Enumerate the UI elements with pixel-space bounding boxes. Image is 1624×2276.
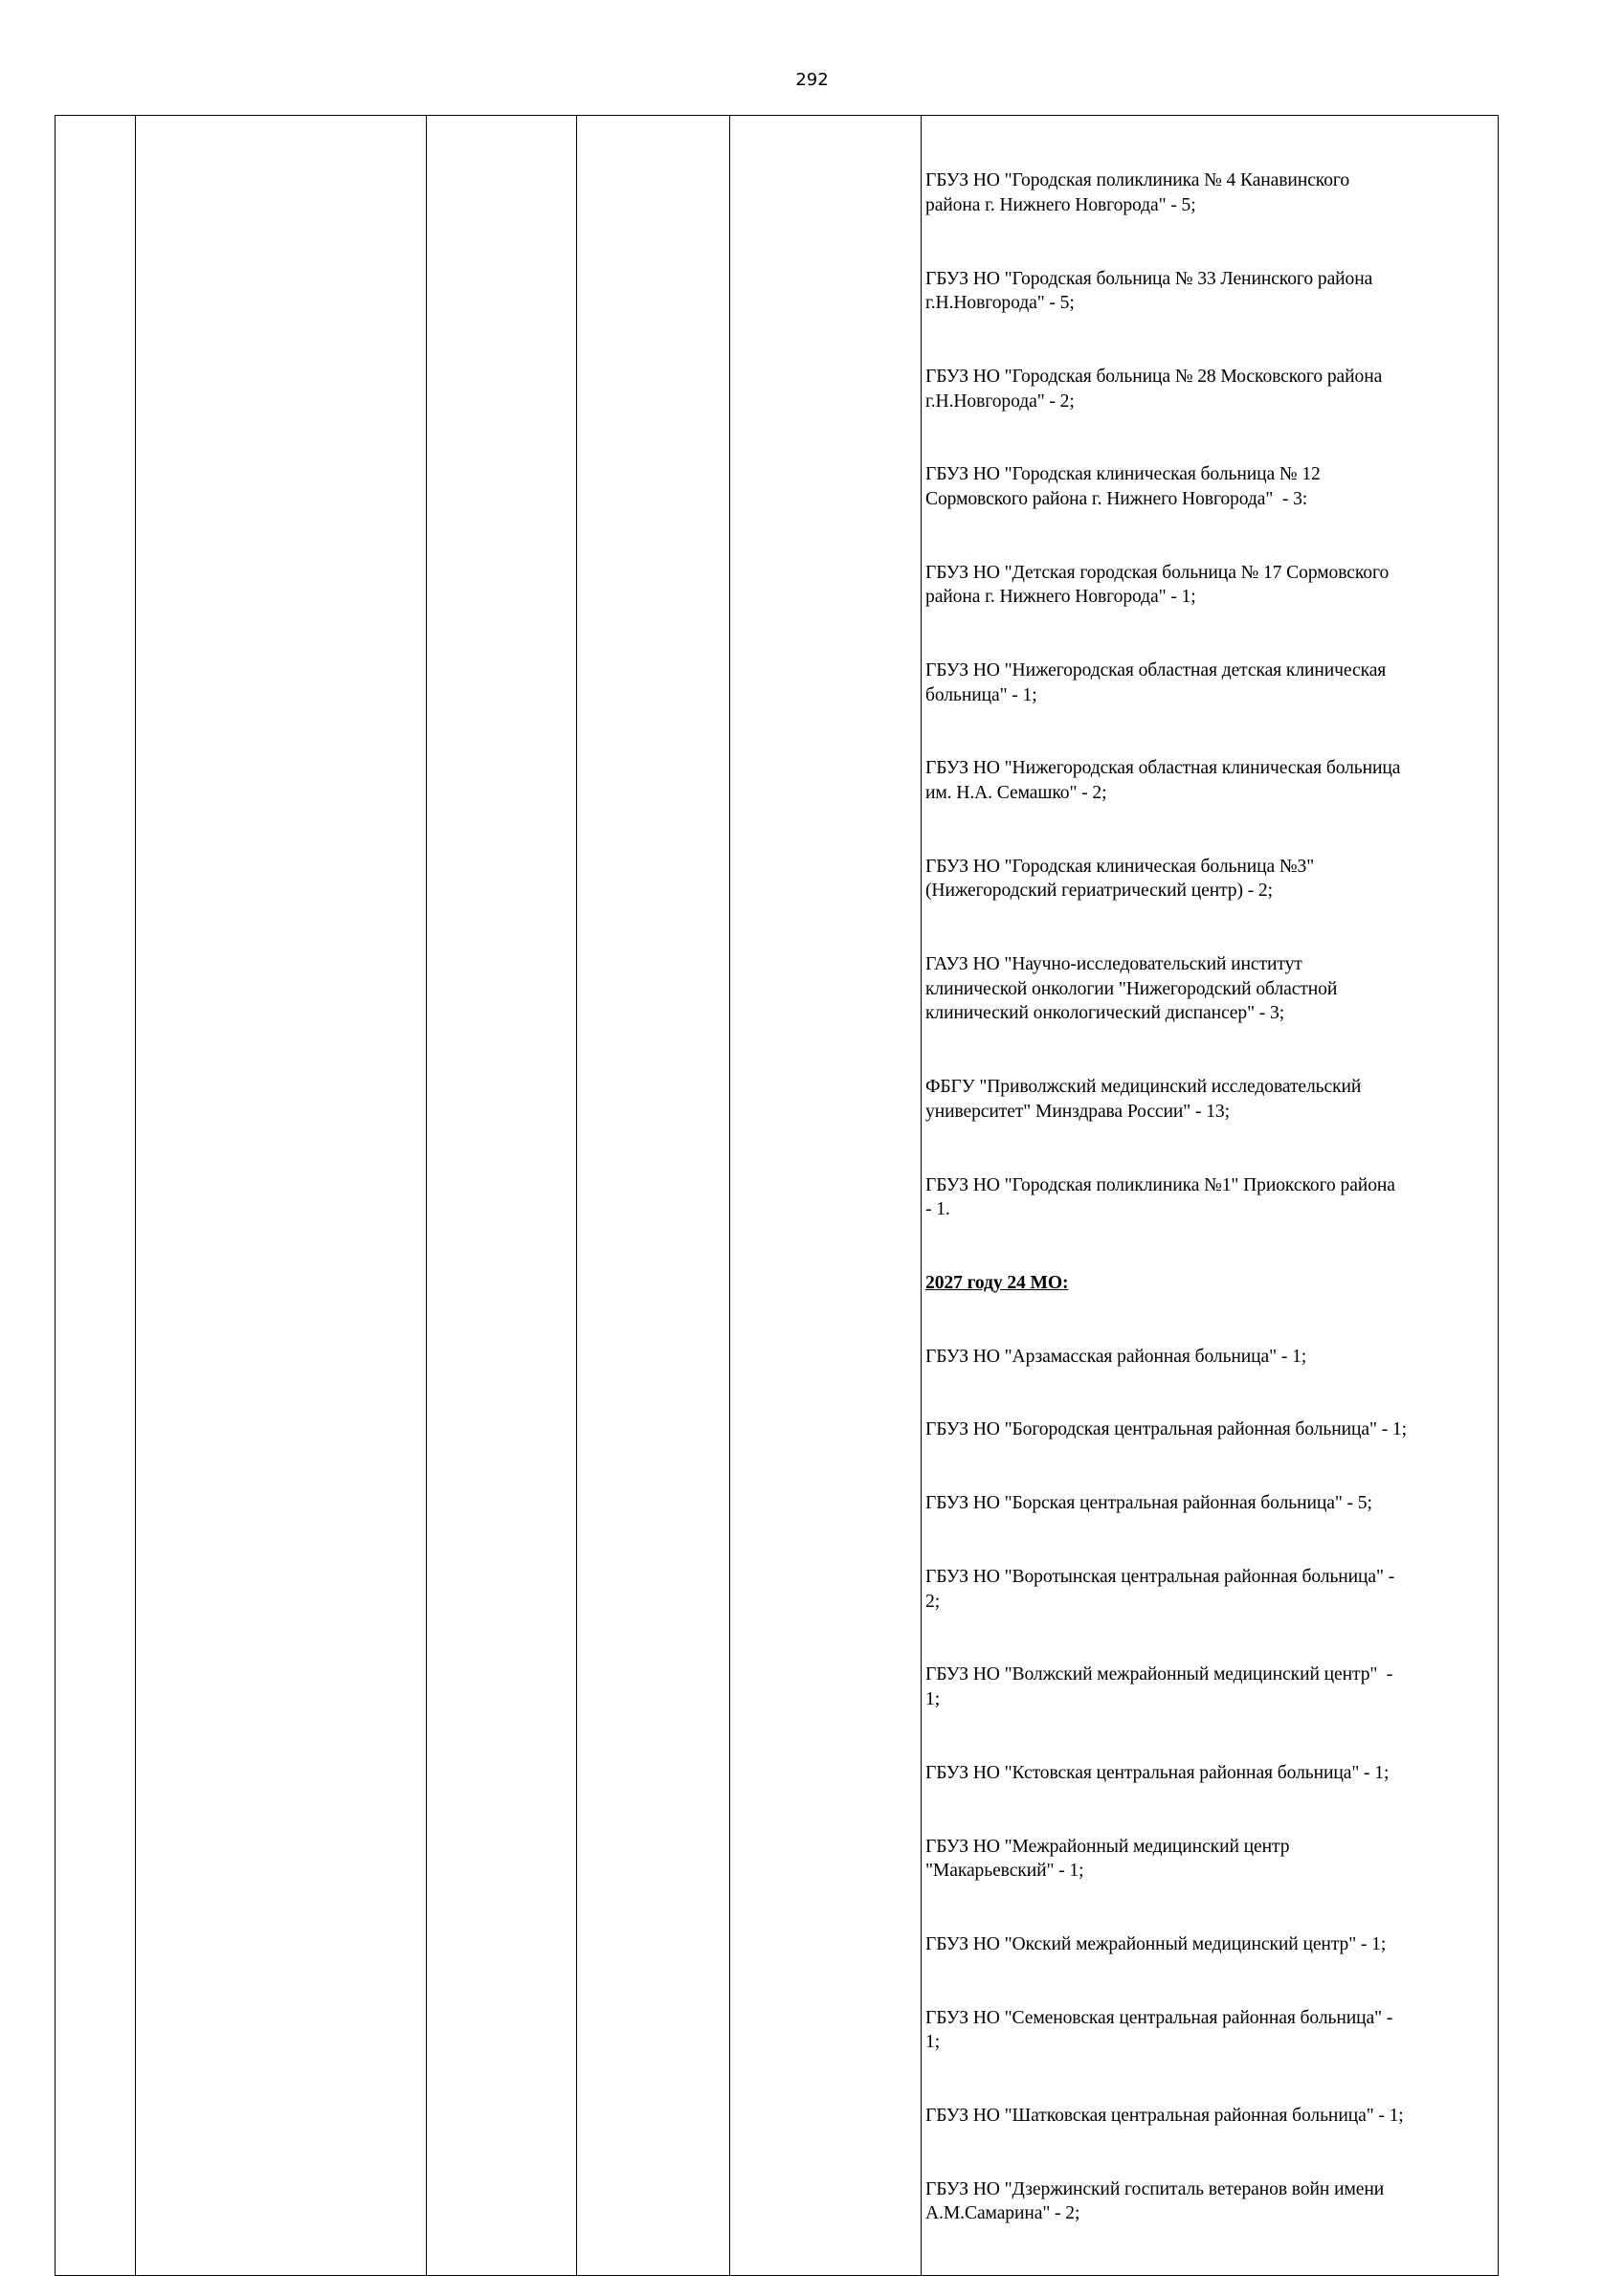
institutions-cell <box>922 116 1499 2276</box>
list-item: ГБУЗ НО "Городская клиническая больница № 12 Сормовского района г. Нижнего Новгорода" - 3: <box>925 464 1321 509</box>
data-table <box>55 115 1499 2276</box>
list-item: ГБУЗ НО "Волжский межрайонный медицинский центр" - 1; <box>925 1664 1393 1709</box>
list-item: ГБУЗ НО "Окский межрайонный медицинский центр" - 1; <box>925 1933 1387 1954</box>
list-item: ГБУЗ НО "Детская городская больница № 17 Сормовского района г. Нижнего Новгорода" - 1; <box>925 562 1390 608</box>
table-row <box>56 116 1499 2276</box>
table-cell-2 <box>136 116 427 2276</box>
institutions-list <box>922 116 1498 2275</box>
list-item: ГБУЗ НО "Городская больница № 33 Ленинского района г.Н.Новгорода" - 5; <box>925 268 1373 314</box>
year-heading: 2027 году 24 МО: <box>925 1272 1069 1293</box>
list-item: ГБУЗ НО "Борская центральная районная больница" - 5; <box>925 1493 1372 1514</box>
table-cell-3 <box>427 116 577 2276</box>
list-item: ГБУЗ НО "Городская больница № 28 Московского района г.Н.Новгорода" - 2; <box>925 366 1383 412</box>
list-item: ГБУЗ НО "Арзамасская районная больница" - 1; <box>925 1346 1307 1367</box>
table-cell-4 <box>577 116 730 2276</box>
list-item: ГБУЗ НО "Нижегородская областная детская клиническая больница" - 1; <box>925 660 1387 705</box>
list-item: ГБУЗ НО "Семеновская центральная районная больница" - 1; <box>925 2007 1393 2053</box>
list-item: ГБУЗ НО "Богородская центральная районная больница" - 1; <box>925 1419 1407 1440</box>
list-item: ГБУЗ НО "Нижегородская областная клиническая больница им. Н.А. Семашко" - 2; <box>925 758 1401 804</box>
table-cell-1 <box>56 116 136 2276</box>
list-item: ГБУЗ НО "Шатковская центральная районная больница" - 1; <box>925 2106 1404 2127</box>
list-item: ГБУЗ НО "Городская клиническая больница №3" (Нижегородский гериатрический центр) - 2; <box>925 856 1315 902</box>
list-item: ГБУЗ НО "Городская поликлиника № 4 Канавинского района г. Нижнего Новгорода" - 5; <box>925 170 1350 215</box>
list-item: ГБУЗ НО "Воротынская центральная районная больница" - 2; <box>925 1567 1395 1612</box>
list-item: ГБУЗ НО "Дзержинский госпиталь ветеранов войн имени А.М.Самарина" - 2; <box>925 2178 1385 2224</box>
list-item: ГБУЗ НО "Городская поликлиника №1" Приокского района - 1. <box>925 1174 1395 1220</box>
table-cell-5 <box>730 116 922 2276</box>
list-item: ГАУЗ НО "Научно-исследовательский институт клинической онкологии "Нижегородский областной клинический онкологический диспансер" - 3; <box>925 954 1338 1024</box>
page-number: 292 <box>795 70 829 90</box>
list-item: ФБГУ "Приволжский медицинский исследовательский университет" Минздрава России" - 13; <box>925 1077 1362 1122</box>
list-item: ГБУЗ НО "Кстовская центральная районная больница" - 1; <box>925 1762 1390 1783</box>
list-item: ГБУЗ НО "Межрайонный медицинский центр "Макарьевский" - 1; <box>925 1836 1290 1882</box>
